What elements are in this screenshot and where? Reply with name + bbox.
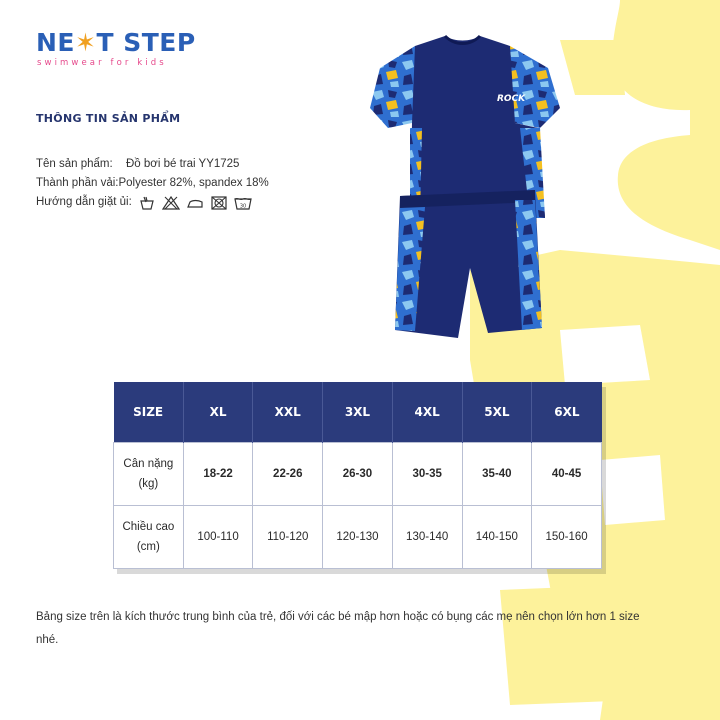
shirt-print: ROCK [497, 94, 526, 104]
table-cell: 22-26 [253, 442, 323, 505]
name-value: Đồ bơi bé trai YY1725 [126, 158, 240, 170]
header-size-xl: XL [183, 382, 253, 442]
header-size-4xl: 4XL [392, 382, 462, 442]
header-size-5xl: 5XL [462, 382, 532, 442]
section-title: THÔNG TIN SẢN PHẨM [36, 112, 181, 125]
logo-tagline: swimwear for kids [37, 58, 167, 68]
info-composition-row [36, 174, 269, 193]
table-cell: 150-160 [532, 505, 602, 568]
header-size-xxl: XXL [253, 382, 323, 442]
table-cell: 18-22 [183, 442, 253, 505]
info-name-row [36, 155, 269, 174]
shirt-right-sleeve [510, 46, 560, 128]
header-size-6xl: 6XL [532, 382, 602, 442]
table-header-row [114, 382, 602, 442]
product-info [36, 155, 269, 212]
size-table [113, 382, 602, 569]
no-bleach-icon [162, 196, 180, 210]
composition-label: Thành phần vải: [36, 177, 119, 189]
svg-text:30: 30 [239, 203, 246, 209]
row-label-weight: Cân nặng (kg) [114, 442, 184, 505]
table-cell: 30-35 [392, 442, 462, 505]
header-size: SIZE [114, 382, 184, 442]
no-tumble-dry-icon [210, 196, 228, 210]
table-cell: 35-40 [462, 442, 532, 505]
composition-value: Polyester 82%, spandex 18% [118, 177, 269, 189]
table-cell: 110-120 [253, 505, 323, 568]
table-cell: 100-110 [183, 505, 253, 568]
care-icons [138, 193, 252, 212]
starfish-icon: ✶ [75, 28, 97, 57]
shirt-left-sleeve [370, 46, 418, 128]
product-image [370, 28, 570, 358]
table-row-weight [114, 442, 602, 505]
table-cell: 130-140 [392, 505, 462, 568]
table-cell: 120-130 [323, 505, 393, 568]
hand-wash-icon [138, 196, 156, 210]
name-label: Tên sản phẩm: [36, 158, 113, 170]
table-cell: 40-45 [532, 442, 602, 505]
size-note: Bảng size trên là kích thước trung bình của trẻ, đối với các bé mập hơn hoặc có bụng các mẹ nên chọn lớn hơn 1 size nhé. [36, 611, 640, 646]
info-care-row [36, 193, 269, 212]
wash-30-icon [234, 196, 252, 210]
iron-icon [186, 196, 204, 210]
care-label: Hướng dẫn giặt ủi: [36, 196, 132, 208]
table-row-height [114, 505, 602, 568]
table-cell: 26-30 [323, 442, 393, 505]
row-label-height: Chiều cao (cm) [114, 505, 184, 568]
logo-wordmark: NE✶T STEP [36, 28, 196, 57]
brand-logo [36, 30, 196, 68]
table-cell: 140-150 [462, 505, 532, 568]
header-size-3xl: 3XL [323, 382, 393, 442]
